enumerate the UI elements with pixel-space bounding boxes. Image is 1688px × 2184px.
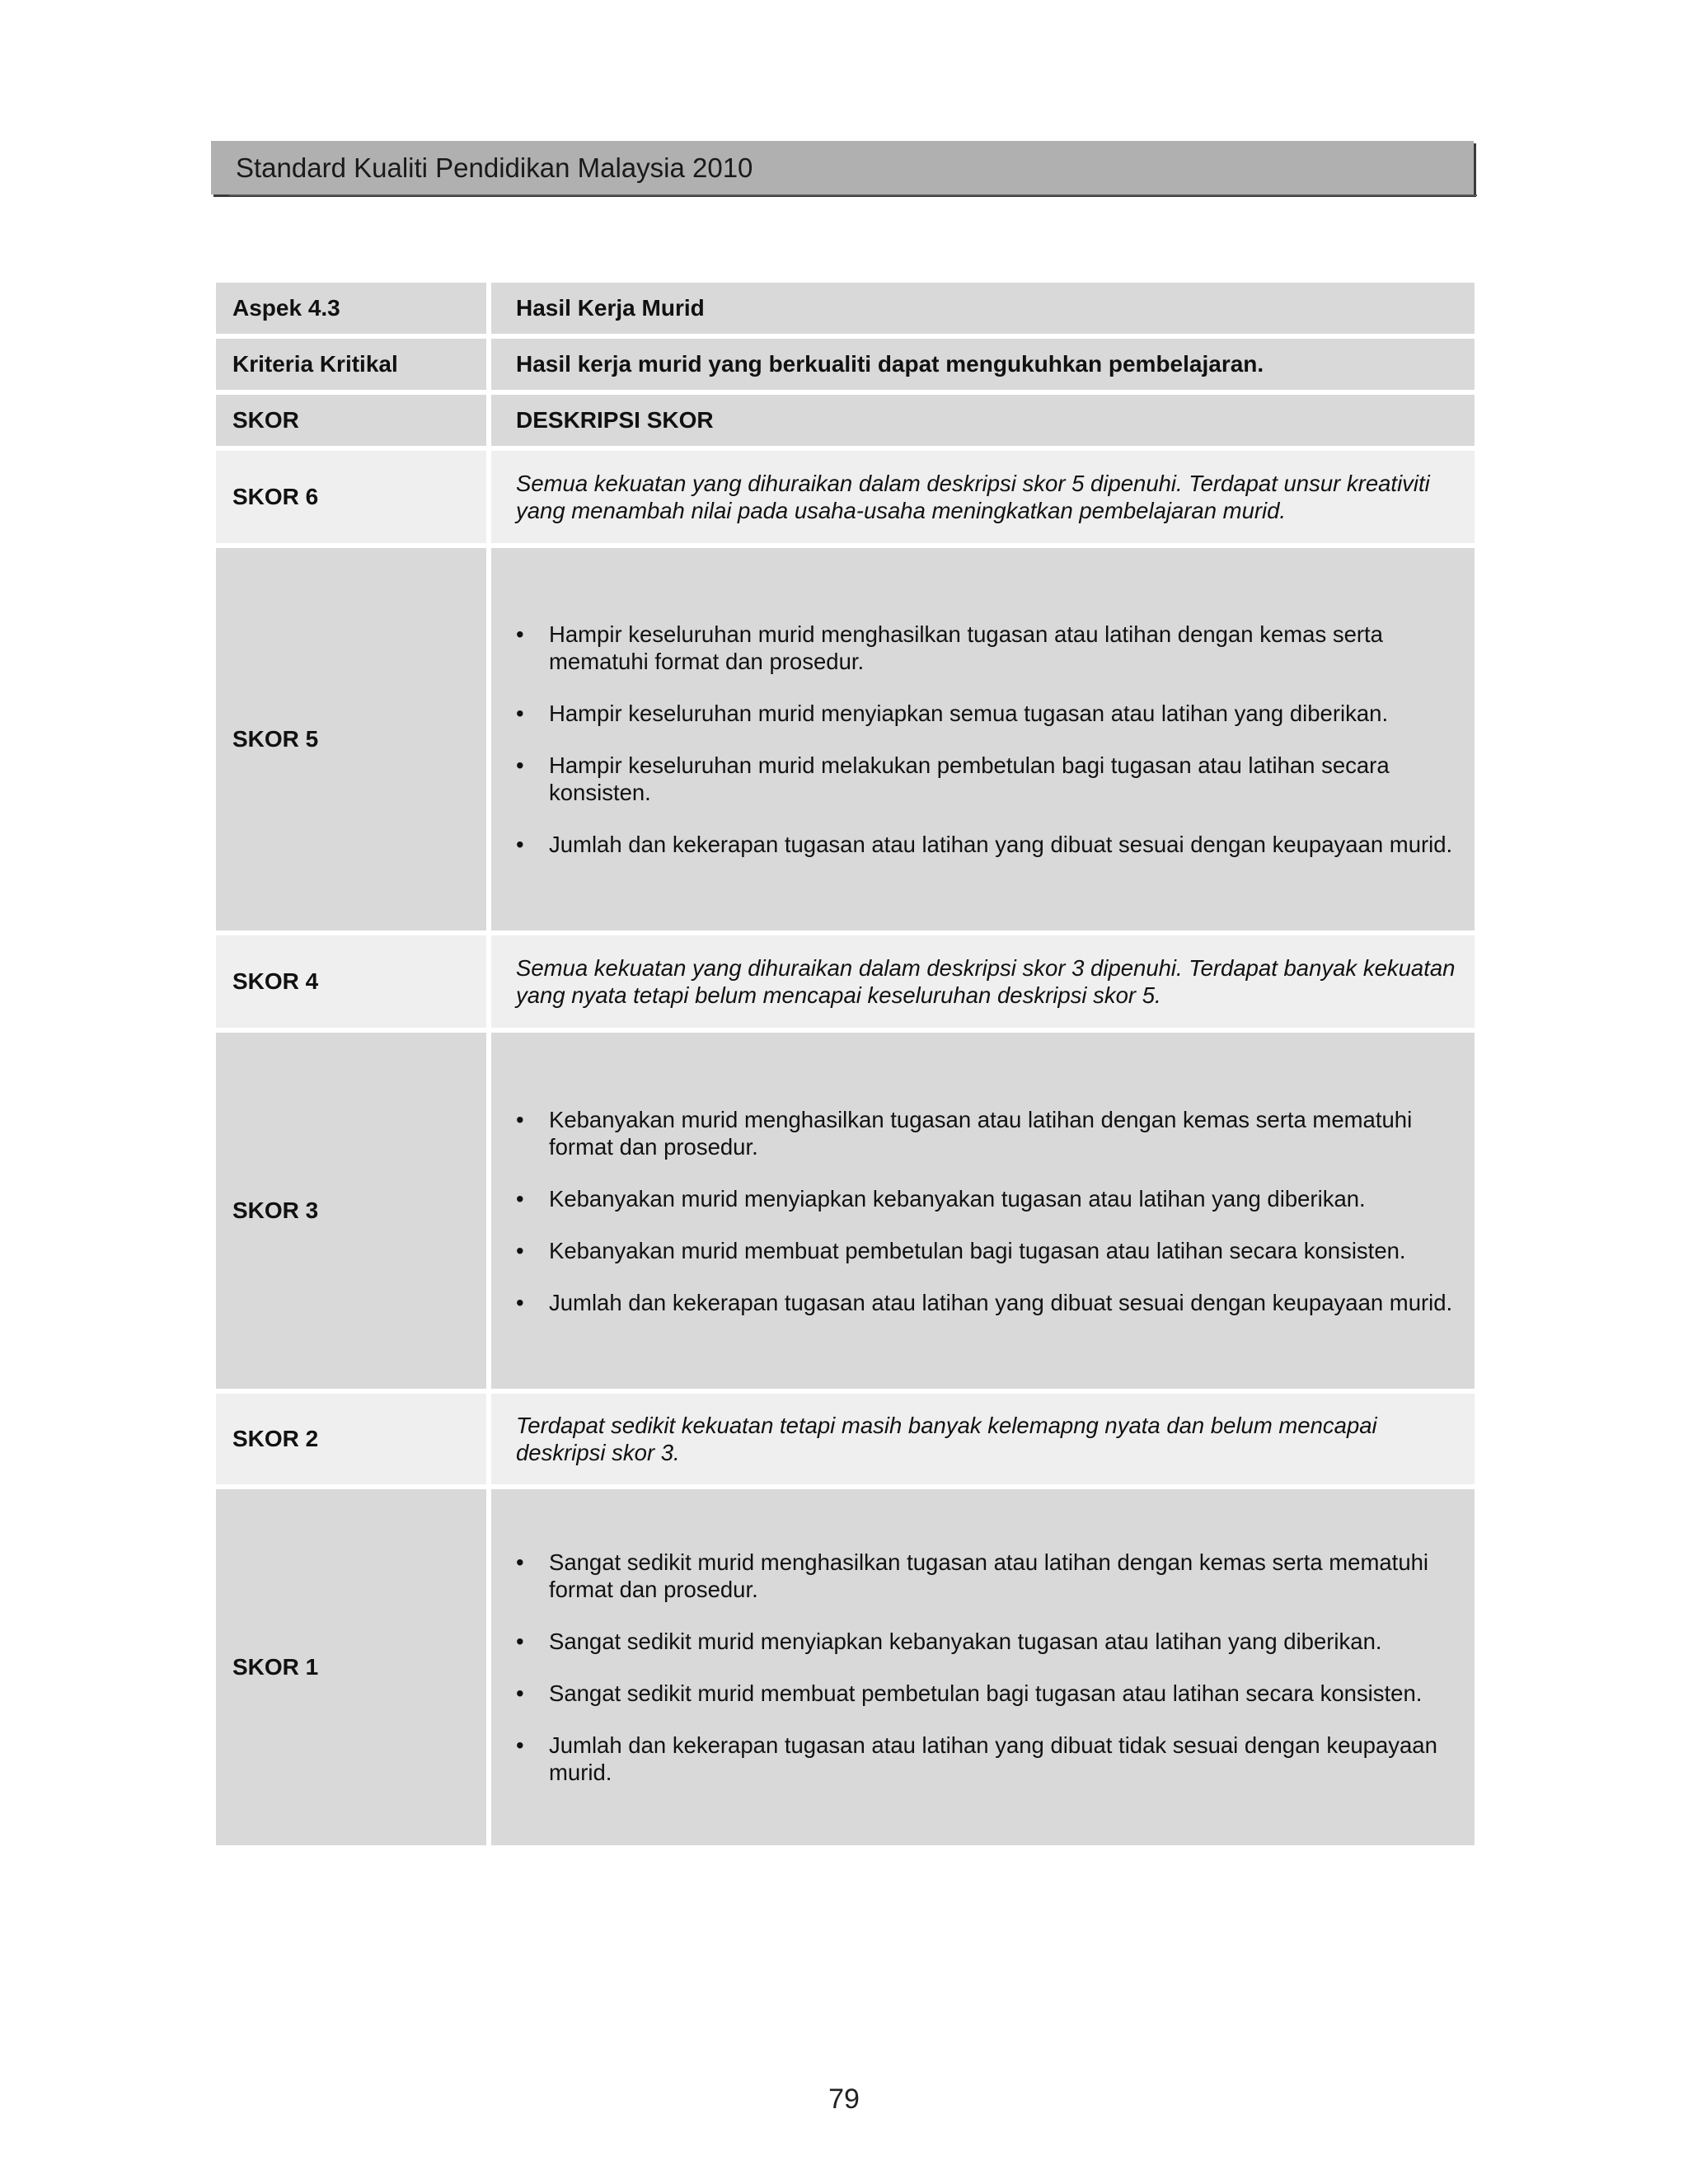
kriteria-label: Kriteria Kritikal [232, 351, 398, 377]
list-item: • Sangat sedikit murid menyiapkan kebanyakan tugasan atau latihan yang diberikan. [516, 1628, 1468, 1655]
skor-3-bullet-list [516, 1106, 1468, 1316]
page-number: 79 [828, 2083, 860, 2115]
column-header-row [216, 395, 1475, 446]
kriteria-row [216, 339, 1475, 390]
page-header-band [211, 141, 1474, 194]
skor-2-desc-cell [491, 1394, 1475, 1484]
aspek-value: Hasil Kerja Murid [516, 295, 705, 321]
deskripsi-header: DESKRIPSI SKOR [516, 407, 714, 433]
list-item: • Hampir keseluruhan murid menghasilkan tugasan atau latihan dengan kemas serta mematuhi format dan prosedur. [516, 621, 1468, 675]
skor-5-row [216, 548, 1475, 930]
skor-6-label-cell [216, 451, 486, 543]
skor-6-row [216, 451, 1475, 543]
skor-3-label: SKOR 3 [232, 1197, 319, 1223]
list-item: • Kebanyakan murid menghasilkan tugasan atau latihan dengan kemas serta mematuhi format dan prosedur. [516, 1106, 1468, 1160]
skor-1-bullet-list [516, 1549, 1468, 1786]
list-item: • Sangat sedikit murid membuat pembetulan bagi tugasan atau latihan secara konsisten. [516, 1680, 1468, 1707]
skor-5-desc-cell [491, 548, 1475, 930]
aspek-label: Aspek 4.3 [232, 295, 340, 321]
aspek-value-cell [491, 283, 1475, 334]
skor-6-desc-cell [491, 451, 1475, 543]
list-item: • Jumlah dan kekerapan tugasan atau latihan yang dibuat tidak sesuai dengan keupayaan murid. [516, 1732, 1468, 1786]
skor-3-label-cell [216, 1033, 486, 1389]
skor-2-label: SKOR 2 [232, 1426, 319, 1451]
aspek-label-cell [216, 283, 486, 334]
header-title: Standard Kualiti Pendidikan Malaysia 2010 [236, 152, 753, 183]
skor-1-label-cell [216, 1489, 486, 1845]
skor-header-cell [216, 395, 486, 446]
list-item: • Kebanyakan murid membuat pembetulan bagi tugasan atau latihan secara konsisten. [516, 1237, 1468, 1264]
aspek-row [216, 283, 1475, 334]
deskripsi-header-cell [491, 395, 1475, 446]
list-item: • Jumlah dan kekerapan tugasan atau latihan yang dibuat sesuai dengan keupayaan murid. [516, 1289, 1468, 1316]
skor-4-description: Semua kekuatan yang dihuraikan dalam deskripsi skor 3 dipenuhi. Terdapat banyak kekuatan yang nyata tetapi belum mencapai keseluruhan deskripsi skor 5. [516, 955, 1456, 1008]
kriteria-label-cell [216, 339, 486, 390]
skor-5-label-cell [216, 548, 486, 930]
list-item: • Hampir keseluruhan murid menyiapkan semua tugasan atau latihan yang diberikan. [516, 700, 1468, 727]
list-item: • Kebanyakan murid menyiapkan kebanyakan tugasan atau latihan yang diberikan. [516, 1185, 1468, 1212]
skor-4-row [216, 935, 1475, 1028]
skor-1-row [216, 1489, 1475, 1845]
skor-3-desc-cell [491, 1033, 1475, 1389]
list-item: • Sangat sedikit murid menghasilkan tugasan atau latihan dengan kemas serta mematuhi format dan prosedur. [516, 1549, 1468, 1603]
skor-4-label-cell [216, 935, 486, 1028]
skor-2-description: Terdapat sedikit kekuatan tetapi masih banyak kelemapng nyata dan belum mencapai deskripsi skor 3. [516, 1413, 1377, 1465]
skor-3-row [216, 1033, 1475, 1389]
skor-5-bullet-list [516, 621, 1468, 858]
skor-4-desc-cell [491, 935, 1475, 1028]
skor-6-label: SKOR 6 [232, 484, 319, 509]
skor-6-description: Semua kekuatan yang dihuraikan dalam deskripsi skor 5 dipenuhi. Terdapat unsur kreativiti yang menambah nilai pada usaha-usaha meningkatkan pembelajaran murid. [516, 471, 1430, 523]
skor-2-row [216, 1394, 1475, 1484]
skor-1-desc-cell [491, 1489, 1475, 1845]
list-item: • Hampir keseluruhan murid melakukan pembetulan bagi tugasan atau latihan secara konsisten. [516, 752, 1468, 806]
list-item: • Jumlah dan kekerapan tugasan atau latihan yang dibuat sesuai dengan keupayaan murid. [516, 831, 1468, 858]
skor-header: SKOR [232, 407, 299, 433]
header-underline [229, 194, 1477, 196]
skor-5-label: SKOR 5 [232, 726, 319, 752]
kriteria-value-cell [491, 339, 1475, 390]
skor-4-label: SKOR 4 [232, 968, 319, 994]
skor-1-label: SKOR 1 [232, 1654, 319, 1680]
skor-2-label-cell [216, 1394, 486, 1484]
kriteria-value: Hasil kerja murid yang berkualiti dapat mengukuhkan pembelajaran. [516, 351, 1264, 377]
